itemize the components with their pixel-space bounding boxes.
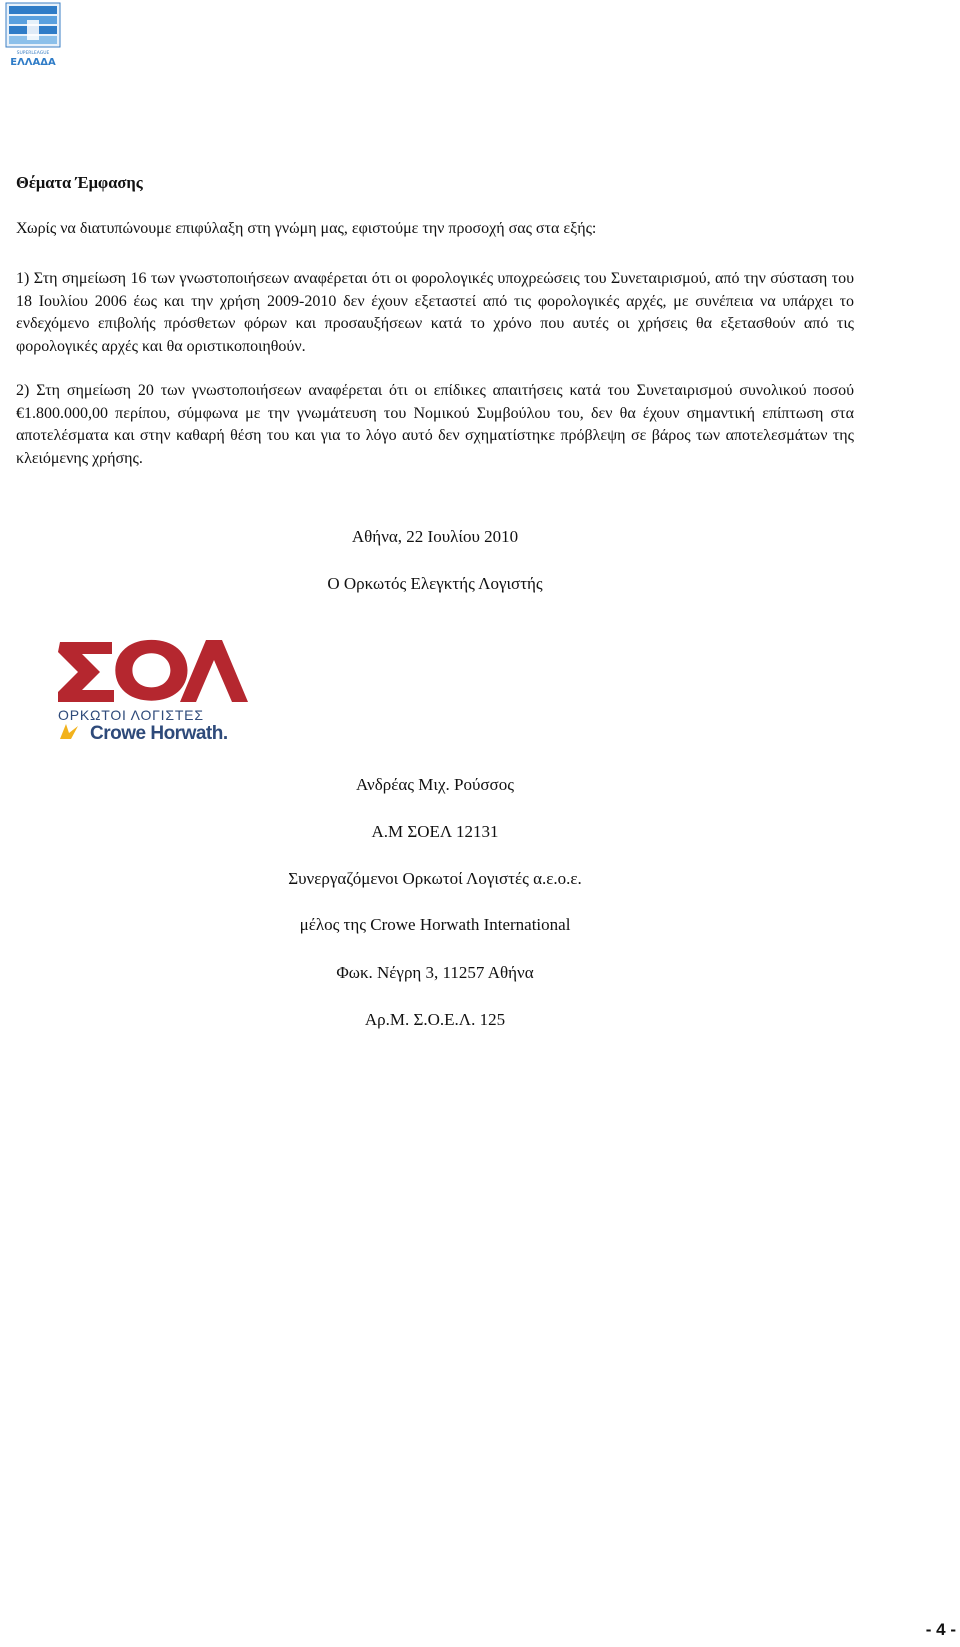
firm-registration: Αρ.Μ. Σ.Ο.Ε.Λ. 125 — [364, 1010, 506, 1029]
logo-sub-text: ΟΡΚΩΤΟΙ ΛΟΓΙΣΤΕΣ — [58, 707, 204, 723]
auditor-name: Ανδρέας Μιχ. Ρούσσος — [356, 775, 514, 794]
paragraph-1: 1) Στη σημείωση 16 των γνωστοποιήσεων αναφέρεται ότι οι φορολογικές υποχρεώσεις του Συνεταιρισμού, από την σύσταση του 18 Ιουλίου 2006 έως και την χρήση 2009-2010 δεν έχουν εξεταστεί από τις φορολογικές αρχές, με συνέπεια να υπάρχει το ενδεχόμενο επιβολής πρόσθετων φόρων και προσαυξήσεων κατά το χρόνο που αυτές οι χρήσεις θα εξετασθούν από τις φορολογικές αρχές και θα οριστικοποιηθούν. — [16, 270, 854, 355]
auditor-am: Α.Μ ΣΟΕΛ 12131 — [371, 822, 499, 841]
firm-membership: μέλος της Crowe Horwath International — [299, 915, 571, 934]
auditor-role: Ο Ορκωτός Ελεγκτής Λογιστής — [327, 574, 543, 593]
sol-crowe-horwath-logo-icon — [56, 638, 256, 743]
firm-name: Συνεργαζόμενοι Ορκωτοί Λογιστές α.ε.ο.ε. — [288, 869, 582, 888]
page-number: - 4 - — [925, 1620, 956, 1639]
place-date: Αθήνα, 22 Ιουλίου 2010 — [351, 527, 519, 546]
logo-partner-text: Crowe Horwath. — [90, 723, 228, 743]
section-heading: Θέματα Έμφασης — [16, 173, 143, 192]
paragraph-2: 2) Στη σημείωση 20 των γνωστοποιήσεων αναφέρεται ότι οι επίδικες απαιτήσεις κατά του Συνεταιρισμού συνολικού ποσού €1.800.000,00 περίπου, σύμφωνα με την γνωμάτευση του Νομικού Συμβούλου του, δεν θα έχουν σημαντική επίπτωση στα αποτελέσματα και στην καθαρή θέση του και για το λόγο αυτό δεν σχηματίστηκε πρόβλεψη σε βάρος των αποτελεσμάτων της κλειόμενης χρήσης. — [16, 382, 854, 467]
intro-text: Χωρίς να διατυπώνουμε επιφύλαξη στη γνώμη μας, εφιστούμε την προσοχή σας στα εξής: — [16, 220, 597, 237]
logo-text: ΕΛΛΑΔΑ — [10, 57, 56, 68]
svg-text:SUPERLEAGUE: SUPERLEAGUE — [16, 51, 50, 56]
superleague-logo-icon — [5, 2, 61, 68]
firm-address: Φωκ. Νέγρη 3, 11257 Αθήνα — [336, 963, 534, 982]
